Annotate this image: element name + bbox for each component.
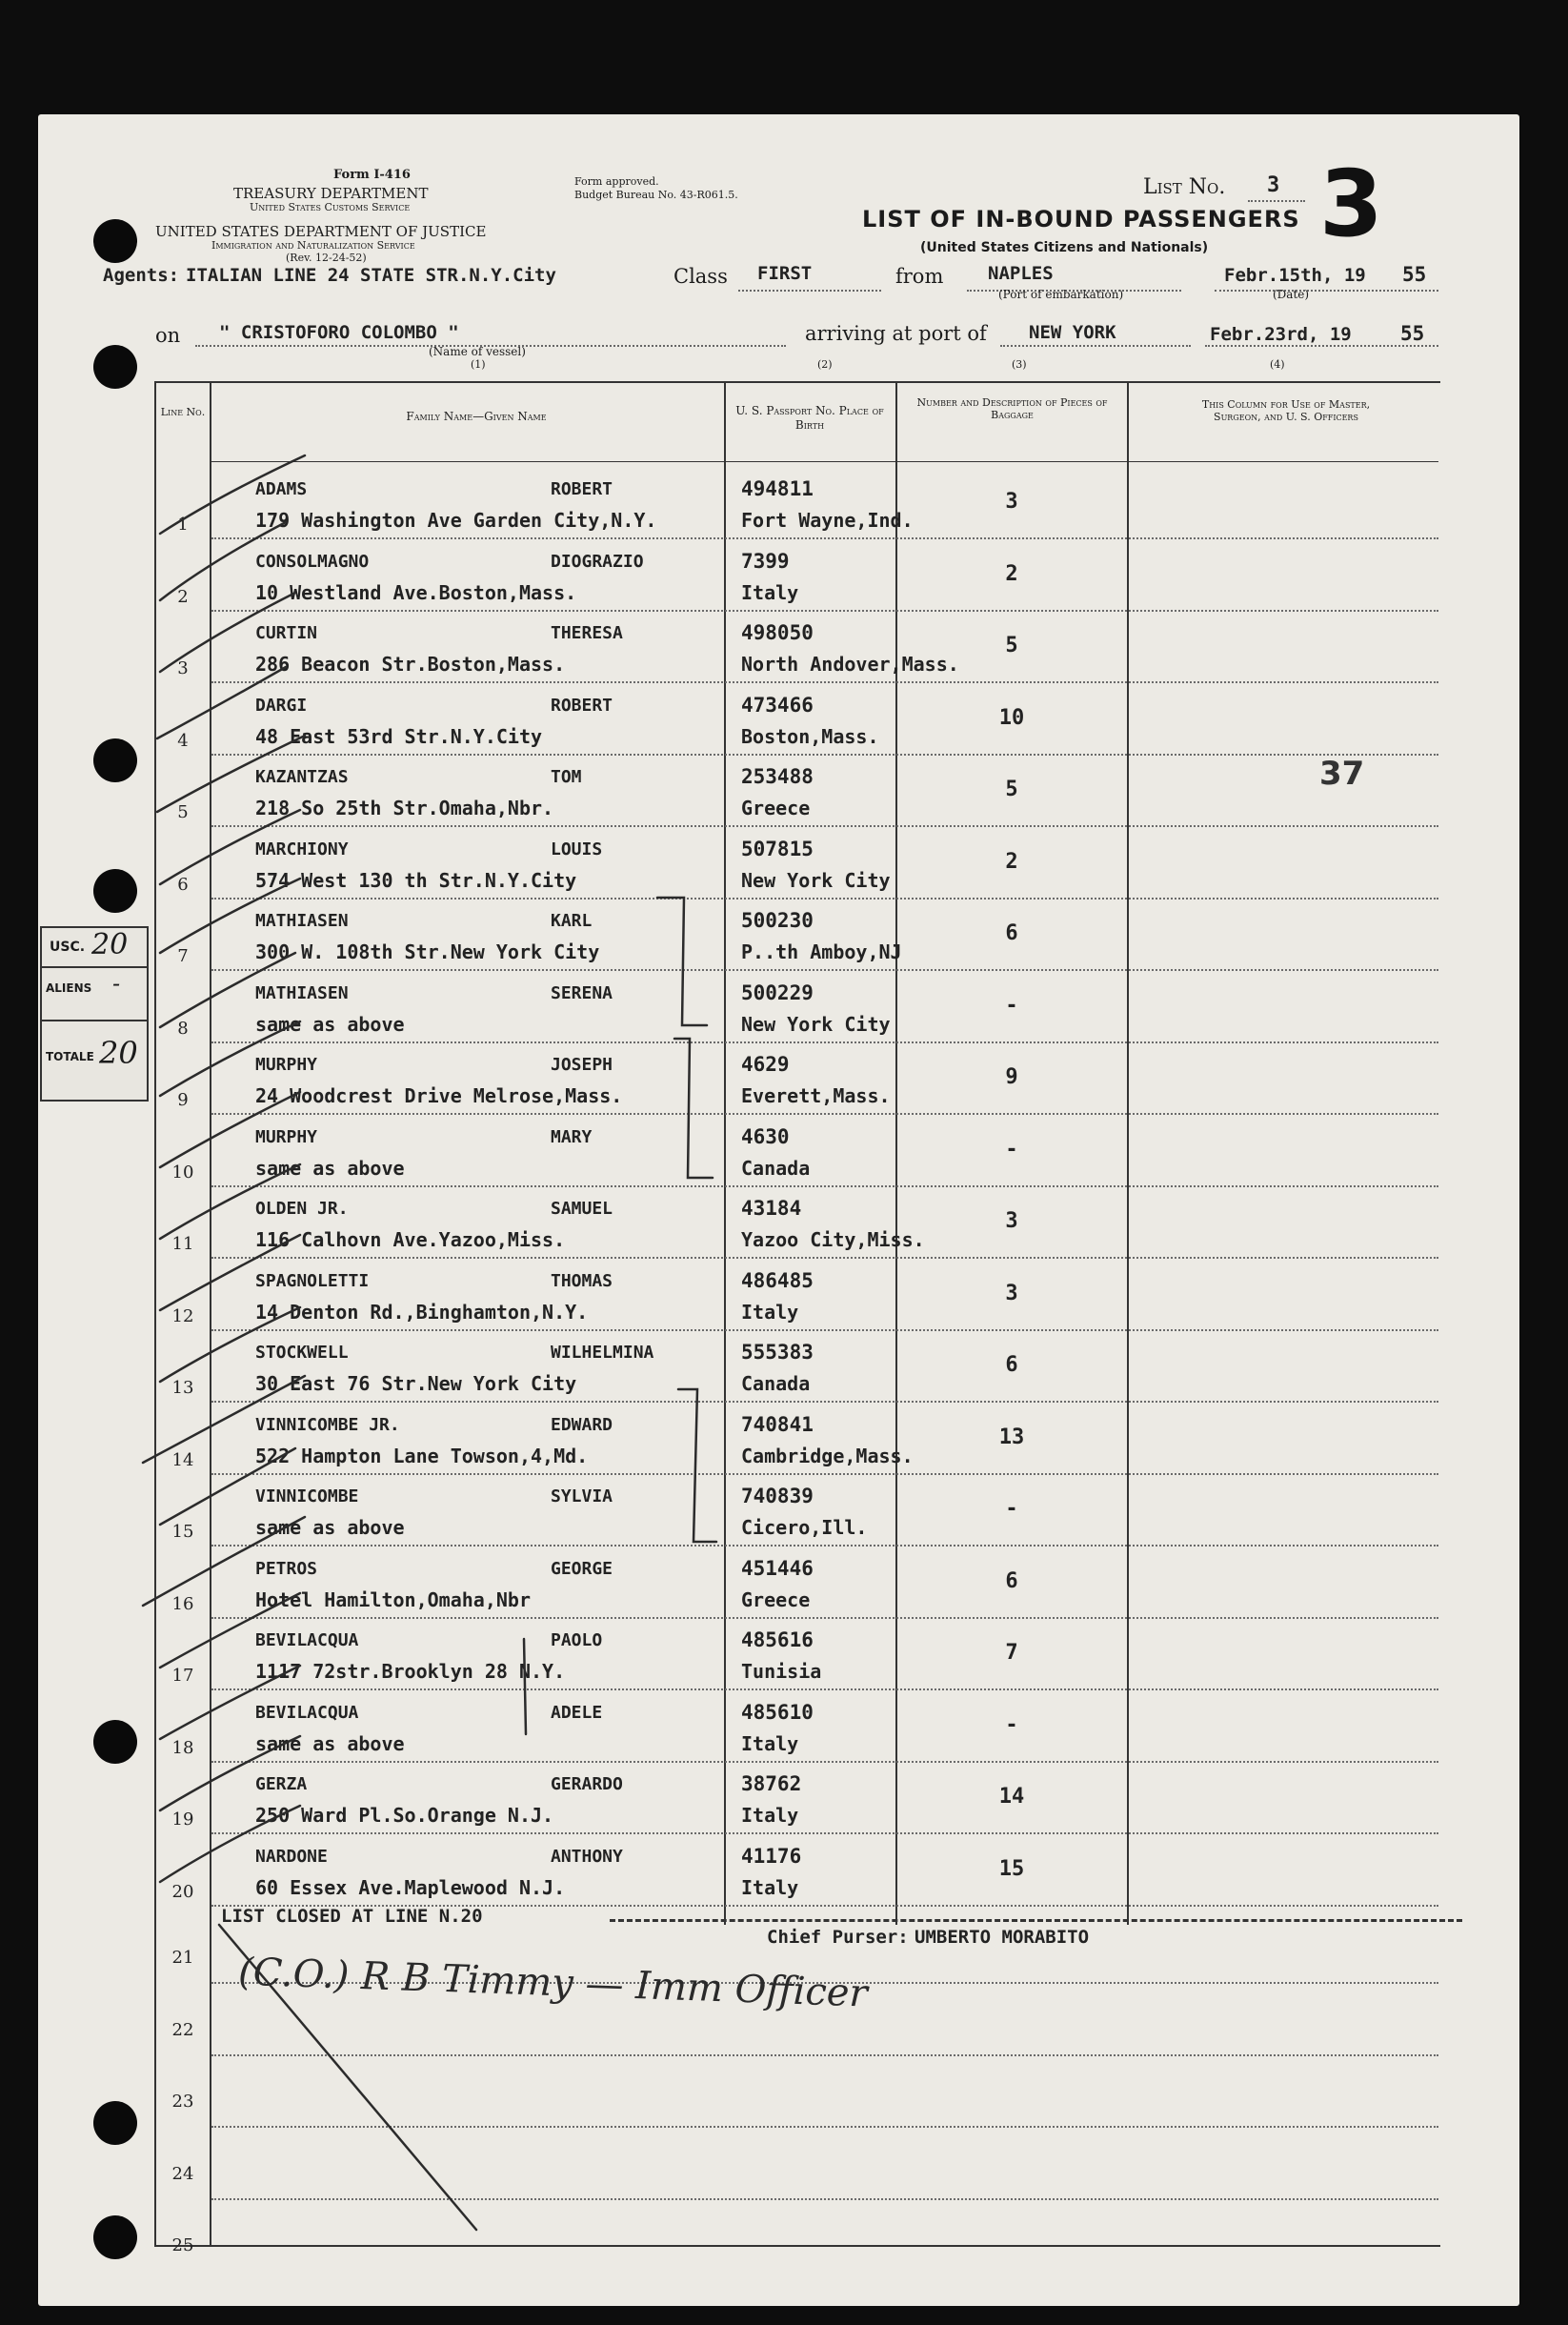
home-address: same as above	[255, 1516, 405, 1539]
baggage-count: 10	[998, 705, 1025, 730]
family-name: SPAGNOLETTI	[255, 1270, 370, 1291]
given-name: LOUIS	[551, 839, 603, 859]
passport-number: 253488	[741, 765, 814, 788]
passport-number: 500230	[741, 909, 814, 932]
line-number: 11	[171, 1234, 194, 1254]
family-name: CONSOLMAGNO	[255, 551, 370, 572]
family-name: OLDEN JR.	[255, 1199, 349, 1219]
place-of-birth: New York City	[741, 868, 891, 892]
punch-hole	[93, 2215, 137, 2259]
row-divider	[211, 2198, 1438, 2200]
given-name: PAOLO	[551, 1630, 603, 1650]
officer-stamp: 37	[1319, 755, 1365, 793]
passport-number: 500229	[741, 981, 814, 1004]
class-value: FIRST	[757, 263, 813, 284]
line-number: 4	[177, 730, 189, 751]
passport-number: 740841	[741, 1412, 814, 1436]
line-number: 14	[171, 1449, 194, 1470]
row-divider	[211, 1545, 1438, 1547]
place-of-birth: Tunisia	[741, 1660, 822, 1683]
line-number: 17	[171, 1666, 194, 1686]
baggage-count: -	[1005, 993, 1018, 1018]
line-number: 12	[171, 1305, 194, 1326]
form-number: Form I-416	[333, 168, 411, 182]
given-name: EDWARD	[551, 1414, 613, 1435]
given-name: SERENA	[551, 982, 613, 1003]
passport-number: 451446	[741, 1556, 814, 1580]
line-number: 19	[171, 1809, 194, 1830]
passport-number: 486485	[741, 1268, 814, 1292]
punch-hole	[93, 1720, 137, 1764]
aliens-label: ALIENS	[46, 981, 92, 995]
family-name: KAZANTZAS	[255, 767, 349, 787]
place-of-birth: Everett,Mass.	[741, 1084, 891, 1107]
arriving-label: arriving at port of	[805, 322, 987, 345]
baggage-count: 6	[1005, 1568, 1018, 1593]
passport-number: 43184	[741, 1197, 802, 1220]
family-name: DARGI	[255, 695, 308, 716]
home-address: 48 East 53rd Str.N.Y.City	[255, 724, 543, 748]
given-name: ROBERT	[551, 479, 613, 499]
line-number: 9	[177, 1090, 189, 1110]
header-officers: This Column for Use of Master, Surgeon, and U. S. Officers	[1201, 398, 1371, 423]
home-address: 116 Calhovn Ave.Yazoo,Miss.	[255, 1228, 566, 1251]
row-divider	[211, 969, 1438, 971]
baggage-count: 7	[1005, 1641, 1018, 1665]
family-name: STOCKWELL	[255, 1343, 349, 1363]
given-name: SAMUEL	[551, 1199, 613, 1219]
passport-number: 494811	[741, 477, 814, 500]
passport-number: 740839	[741, 1485, 814, 1507]
agents-label: Agents:	[103, 265, 180, 286]
given-name: ROBERT	[551, 695, 613, 716]
class-label: Class	[673, 265, 728, 288]
line-number: 15	[171, 1522, 194, 1542]
family-name: NARDONE	[255, 1846, 328, 1867]
baggage-count: 3	[1005, 490, 1018, 514]
baggage-count: 6	[1005, 921, 1018, 945]
home-address: 574 West 130 th Str.N.Y.City	[255, 868, 577, 892]
vessel-caption: (Name of vessel)	[429, 345, 526, 358]
passport-number: 473466	[741, 693, 814, 717]
punch-hole	[93, 2101, 137, 2145]
home-address: 24 Woodcrest Drive Melrose,Mass.	[255, 1084, 623, 1107]
col2-caption: (2)	[817, 358, 833, 371]
family-name: BEVILACQUA	[255, 1702, 359, 1723]
aliens-value: -	[112, 970, 121, 997]
home-address: 250 Ward Pl.So.Orange N.J.	[255, 1804, 554, 1827]
home-address: same as above	[255, 1012, 405, 1036]
officer-signature: (C.O.) R B Timmy — Imm Officer	[237, 1950, 869, 2016]
embarkation-caption: (Port of embarkation)	[998, 288, 1124, 301]
col1-caption: (1)	[471, 358, 486, 371]
family-name: MATHIASEN	[255, 911, 349, 931]
line-number: 21	[171, 1948, 194, 1968]
embarkation-port: NAPLES	[988, 263, 1054, 284]
count-box	[40, 926, 149, 1102]
list-closed: LIST CLOSED AT LINE N.20	[221, 1906, 483, 1927]
line-number: 13	[171, 1378, 194, 1398]
header-line-no: Line No.	[160, 406, 206, 418]
family-name: VINNICOMBE JR.	[255, 1414, 400, 1435]
home-address: 30 East 76 Str.New York City	[255, 1372, 577, 1395]
passport-number: 38762	[741, 1772, 802, 1795]
baggage-count: -	[1005, 1137, 1018, 1162]
baggage-count: 2	[1005, 561, 1018, 586]
passport-number: 41176	[741, 1844, 802, 1868]
vessel-name: " CRISTOFORO COLOMBO "	[219, 322, 459, 343]
home-address: 60 Essex Ave.Maplewood N.J.	[255, 1875, 566, 1899]
page-title: LIST OF IN-BOUND PASSENGERS	[862, 206, 1300, 232]
home-address: 10 Westland Ave.Boston,Mass.	[255, 580, 577, 604]
place-of-birth: Cambridge,Mass.	[741, 1444, 914, 1467]
arrival-date: Febr.23rd, 19	[1210, 324, 1352, 345]
baggage-count: 15	[998, 1856, 1025, 1881]
line-number: 24	[171, 2163, 194, 2184]
place-of-birth: Greece	[741, 797, 811, 819]
place-of-birth: Boston,Mass.	[741, 724, 879, 748]
line-number: 8	[177, 1018, 189, 1039]
row-divider	[211, 1761, 1438, 1763]
punch-hole	[93, 869, 137, 913]
punch-hole	[93, 345, 137, 389]
row-divider	[211, 898, 1438, 900]
family-name: CURTIN	[255, 623, 318, 643]
list-number: 3	[1267, 173, 1280, 197]
place-of-birth: Fort Wayne,Ind.	[741, 509, 914, 532]
given-name: MARY	[551, 1126, 593, 1147]
col3-caption: (3)	[1012, 358, 1027, 371]
line-number: 22	[171, 2019, 194, 2040]
header-baggage: Number and Description of Pieces of Baggage	[916, 396, 1108, 421]
row-divider	[211, 1041, 1438, 1043]
punch-hole	[93, 219, 137, 263]
baggage-count: -	[1005, 1712, 1018, 1737]
departure-date: Febr.15th, 19	[1224, 265, 1366, 286]
given-name: ADELE	[551, 1702, 603, 1723]
row-divider	[211, 1185, 1438, 1187]
home-address: Hotel Hamilton,Omaha,Nbr	[255, 1587, 531, 1611]
line-number: 7	[177, 946, 189, 966]
given-name: SYLVIA	[551, 1486, 613, 1506]
row-divider	[211, 2054, 1438, 2056]
passport-number: 555383	[741, 1341, 814, 1364]
from-label: from	[895, 265, 944, 288]
line-number: 6	[177, 874, 189, 895]
line-number: 2	[177, 586, 189, 607]
place-of-birth: Italy	[741, 1300, 799, 1324]
customs-service: United States Customs Service	[250, 201, 411, 213]
total-value: 20	[99, 1035, 138, 1071]
purser-name: UMBERTO MORABITO	[915, 1927, 1090, 1948]
form-approved: Form approved.	[574, 175, 659, 188]
baggage-count: 5	[1005, 634, 1018, 657]
place-of-birth: North Andover,Mass.	[741, 653, 959, 676]
list-number-large: 3	[1319, 151, 1383, 257]
passport-number: 498050	[741, 621, 814, 644]
line-number: 20	[171, 1881, 194, 1902]
row-divider	[211, 681, 1438, 683]
baggage-count: 3	[1005, 1209, 1018, 1233]
home-address: 286 Beacon Str.Boston,Mass.	[255, 653, 566, 676]
home-address: 300 W. 108th Str.New York City	[255, 940, 600, 963]
place-of-birth: Yazoo City,Miss.	[741, 1228, 925, 1251]
given-name: ANTHONY	[551, 1846, 623, 1867]
row-divider	[211, 1113, 1438, 1115]
passport-number: 485616	[741, 1628, 814, 1651]
baggage-count: 13	[998, 1425, 1025, 1449]
departure-year: 55	[1402, 263, 1427, 286]
given-name: DIOGRAZIO	[551, 551, 644, 572]
col4-caption: (4)	[1270, 358, 1285, 371]
baggage-count: 14	[998, 1785, 1025, 1809]
justice-dept: UNITED STATES DEPARTMENT OF JUSTICE	[155, 223, 487, 240]
row-divider	[211, 1832, 1438, 1834]
page-subtitle: (United States Citizens and Nationals)	[920, 240, 1209, 255]
place-of-birth: Italy	[741, 1731, 799, 1755]
row-divider	[211, 537, 1438, 539]
given-name: JOSEPH	[551, 1055, 613, 1075]
baggage-count: 9	[1005, 1065, 1018, 1089]
budget-bureau: Budget Bureau No. 43-R061.5.	[574, 189, 738, 201]
place-of-birth: Italy	[741, 1804, 799, 1827]
place-of-birth: Italy	[741, 580, 799, 604]
line-number: 5	[177, 802, 189, 822]
row-divider	[211, 610, 1438, 612]
given-name: WILHELMINA	[551, 1343, 654, 1363]
passport-number: 4629	[741, 1053, 790, 1076]
row-divider	[211, 1473, 1438, 1475]
home-address: 1117 72str.Brooklyn 28 N.Y.	[255, 1660, 566, 1683]
home-address: 218 So 25th Str.Omaha,Nbr.	[255, 797, 554, 819]
row-divider	[211, 1617, 1438, 1619]
passport-number: 7399	[741, 549, 790, 573]
home-address: 179 Washington Ave Garden City,N.Y.	[255, 509, 657, 532]
total-label: TOTALE	[46, 1050, 94, 1063]
home-address: 14 Denton Rd.,Binghamton,N.Y.	[255, 1300, 589, 1324]
baggage-count: 5	[1005, 778, 1018, 801]
passport-number: 4630	[741, 1124, 790, 1148]
treasury-dept: TREASURY DEPARTMENT	[233, 185, 429, 202]
place-of-birth: P..th Amboy,NJ	[741, 940, 902, 963]
given-name: GEORGE	[551, 1558, 613, 1579]
arrival-port: NEW YORK	[1029, 322, 1116, 343]
given-name: TOM	[551, 767, 582, 787]
header-name: Family Name—Given Name	[406, 410, 547, 423]
family-name: BEVILACQUA	[255, 1630, 359, 1650]
line-number: 18	[171, 1737, 194, 1758]
row-divider	[211, 1329, 1438, 1331]
family-name: PETROS	[255, 1558, 318, 1579]
row-divider	[211, 1401, 1438, 1403]
given-name: GERARDO	[551, 1774, 623, 1794]
given-name: THOMAS	[551, 1270, 613, 1291]
family-name: VINNICOMBE	[255, 1486, 359, 1506]
revision: (Rev. 12-24-52)	[286, 252, 367, 264]
row-divider	[211, 2126, 1438, 2128]
place-of-birth: New York City	[741, 1012, 891, 1036]
usc-value: 20	[91, 928, 129, 961]
row-divider	[211, 1688, 1438, 1690]
place-of-birth: Greece	[741, 1587, 811, 1611]
family-name: ADAMS	[255, 479, 308, 499]
home-address: same as above	[255, 1731, 405, 1755]
arrival-year: 55	[1400, 322, 1425, 345]
list-label: List No.	[1143, 175, 1226, 199]
row-divider	[211, 754, 1438, 756]
passport-number: 507815	[741, 837, 814, 860]
baggage-count: 2	[1005, 849, 1018, 874]
given-name: THERESA	[551, 623, 623, 643]
baggage-count: 3	[1005, 1281, 1018, 1305]
place-of-birth: Canada	[741, 1156, 811, 1180]
line-number: 25	[171, 2235, 194, 2255]
home-address: 522 Hampton Lane Towson,4,Md.	[255, 1444, 589, 1467]
agents-value: ITALIAN LINE 24 STATE STR.N.Y.City	[186, 265, 556, 286]
place-of-birth: Cicero,Ill.	[741, 1516, 868, 1539]
purser-label: Chief Purser:	[767, 1927, 909, 1948]
line-number: 1	[177, 515, 189, 535]
punch-hole	[93, 738, 137, 782]
family-name: MURPHY	[255, 1126, 318, 1147]
place-of-birth: Italy	[741, 1875, 799, 1899]
line-number: 23	[171, 2092, 194, 2112]
given-name: KARL	[551, 911, 593, 931]
header-passport: U. S. Passport No. Place of Birth	[735, 404, 884, 432]
on-label: on	[155, 324, 181, 347]
family-name: MATHIASEN	[255, 982, 349, 1003]
baggage-count: 6	[1005, 1353, 1018, 1377]
ins-service: Immigration and Naturalization Service	[211, 239, 415, 252]
line-number: 16	[171, 1593, 194, 1614]
place-of-birth: Canada	[741, 1372, 811, 1395]
passport-number: 485610	[741, 1700, 814, 1724]
usc-label: USC.	[50, 940, 86, 955]
row-divider	[211, 1257, 1438, 1259]
row-divider	[211, 825, 1438, 827]
home-address: same as above	[255, 1156, 405, 1180]
line-number: 10	[171, 1162, 194, 1183]
family-name: GERZA	[255, 1774, 308, 1794]
family-name: MURPHY	[255, 1055, 318, 1075]
baggage-count: -	[1005, 1497, 1018, 1521]
family-name: MARCHIONY	[255, 839, 349, 859]
date-caption: (Date)	[1273, 288, 1310, 301]
line-number: 3	[177, 658, 189, 678]
